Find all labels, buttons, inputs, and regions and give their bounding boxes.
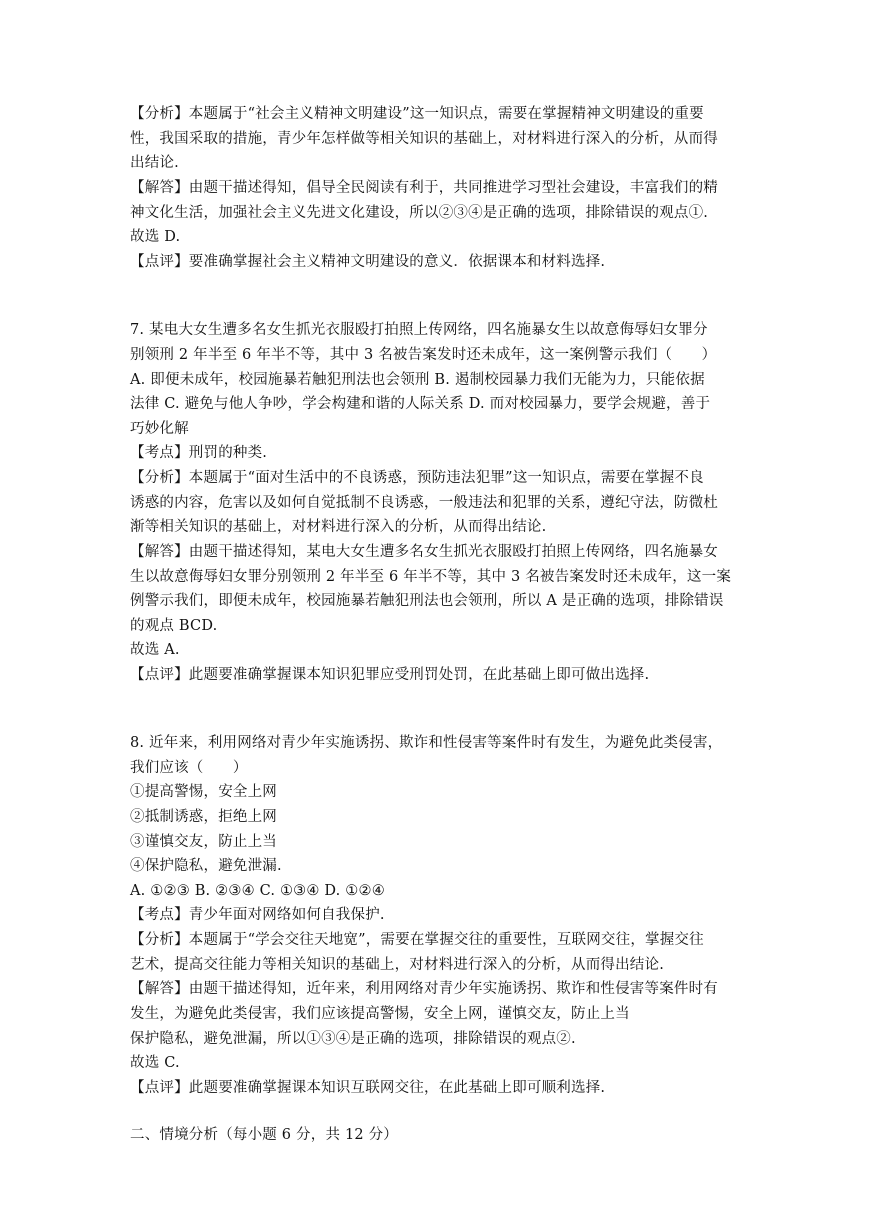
question-7-options-line2: 法律 C. 避免与他人争吵，学会构建和谐的人际关系 D. 而对校园暴力，要学会规避，善于: [130, 396, 711, 412]
analysis-q7-line3: 渐等相关知识的基础上，对材料进行深入的分析，从而得出结论.: [130, 519, 547, 535]
question-7-line2: 别领刑 2 年半至 6 年半不等，其中 3 名被告案发时还未成年，这一案例警示我们（ ）: [130, 347, 717, 363]
question-8-item3: ③谨慎交友，防止上当: [130, 834, 277, 850]
answer-q8-line2: 发生，为避免此类侵害，我们应该提高警惕，安全上网，谨慎交友，防止上当: [130, 1006, 630, 1022]
analysis-q6-line3: 出结论.: [130, 155, 179, 171]
analysis-q7-line2: 诱惑的内容，危害以及如何自觉抵制不良诱惑，一般违法和犯罪的关系，遵纪守法，防微杜: [130, 495, 718, 511]
answer-q6-line1: 【解答】由题干描述得知，倡导全民阅读有利于，共同推进学习型社会建设，丰富我们的精: [130, 180, 718, 196]
comment-q8: 【点评】此题要准确掌握课本知识互联网交往，在此基础上即可顺利选择.: [130, 1080, 606, 1096]
question-7-line1: 7. 某电大女生遭多名女生抓光衣服殴打拍照上传网络，四名施暴女生以故意侮辱妇女罪分: [130, 322, 708, 338]
choice-q8: 故选 C.: [130, 1055, 180, 1071]
question-8-item1: ①提高警惕，安全上网: [130, 784, 277, 800]
analysis-q6-line1: 【分析】本题属于“社会主义精神文明建设”这一知识点，需要在掌握精神文明建设的重要: [130, 106, 704, 122]
kaodian-q7: 【考点】刑罚的种类.: [130, 445, 268, 461]
comment-q6: 【点评】要准确掌握社会主义精神文明建设的意义．依据课本和材料选择.: [130, 254, 606, 270]
answer-q7-line2: 生以故意侮辱妇女罪分别领刑 2 年半至 6 年半不等，其中 3 名被告案发时还未成年，这一案: [130, 569, 732, 585]
answer-q7-line1: 【解答】由题干描述得知，某电大女生遭多名女生抓光衣服殴打拍照上传网络，四名施暴女: [130, 544, 718, 560]
analysis-q8-line1: 【分析】本题属于“学会交往天地宽”，需要在掌握交往的重要性，互联网交往，掌握交往: [130, 932, 704, 948]
question-8-item2: ②抵制诱惑，拒绝上网: [130, 809, 277, 825]
answer-q8-line1: 【解答】由题干描述得知，近年来，利用网络对青少年实施诱拐、欺诈和性侵害等案件时有: [130, 981, 718, 997]
comment-q7: 【点评】此题要准确掌握课本知识犯罪应受刑罚处罚，在此基础上即可做出选择.: [130, 667, 650, 683]
answer-q8-line3: 保护隐私，避免泄漏，所以①③④是正确的选项，排除错误的观点②.: [130, 1031, 576, 1047]
analysis-q8-line2: 艺术，提高交往能力等相关知识的基础上，对材料进行深入的分析，从而得出结论.: [130, 957, 665, 973]
question-8-line2: 我们应该（ ）: [130, 760, 248, 776]
section-heading-situation-analysis: 二、情境分析（每小题 6 分，共 12 分）: [130, 1127, 399, 1143]
choice-q6: 故选 D.: [130, 229, 181, 245]
question-8-item4: ④保护隐私，避免泄漏.: [130, 858, 282, 874]
question-7-options-line3: 巧妙化解: [130, 421, 189, 437]
analysis-q6-line2: 性，我国采取的措施，青少年怎样做等相关知识的基础上，对材料进行深入的分析，从而得: [130, 131, 718, 147]
analysis-q7-line1: 【分析】本题属于“面对生活中的不良诱惑，预防违法犯罪”这一知识点，需要在掌握不良: [130, 470, 704, 486]
answer-q7-line4: 的观点 BCD.: [130, 618, 218, 634]
choice-q7: 故选 A.: [130, 642, 180, 658]
question-8-line1: 8. 近年来，利用网络对青少年实施诱拐、欺诈和性侵害等案件时有发生，为避免此类侵害，: [130, 735, 723, 751]
question-8-options: A. ①②③ B. ②③④ C. ①③④ D. ①②④: [130, 883, 385, 899]
question-7-options-line1: A. 即便未成年，校园施暴若触犯刑法也会领刑 B. 遏制校园暴力我们无能为力，只能依据: [130, 372, 705, 388]
kaodian-q8: 【考点】青少年面对网络如何自我保护.: [130, 907, 385, 923]
answer-q7-line3: 例警示我们，即便未成年，校园施暴若触犯刑法也会领刑，所以 A 是正确的选项，排除错误: [130, 593, 724, 609]
answer-q6-line2: 神文化生活，加强社会主义先进文化建设，所以②③④是正确的选项，排除错误的观点①.: [130, 205, 709, 221]
